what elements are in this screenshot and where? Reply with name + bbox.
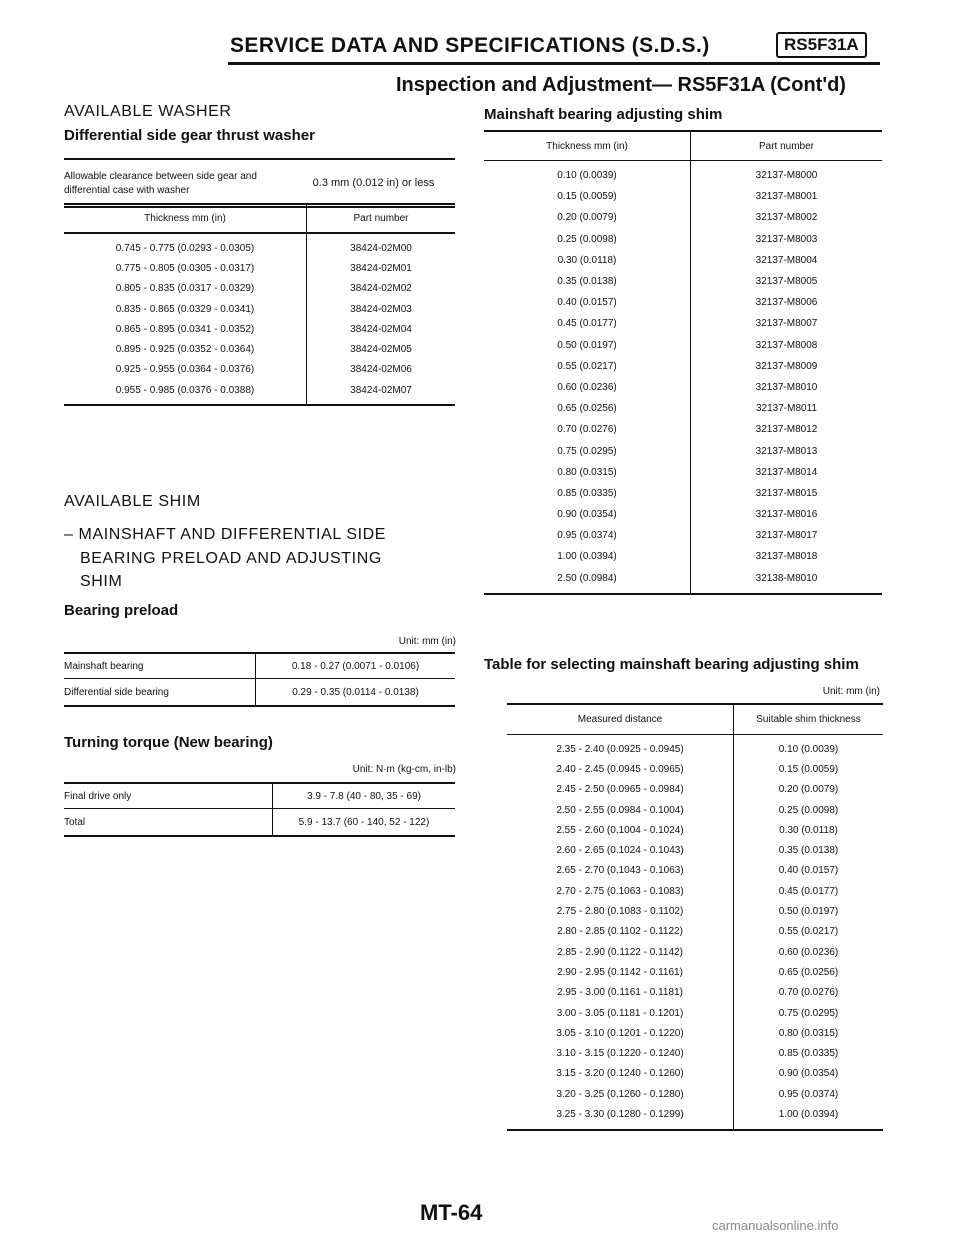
cell-part: 38424-02M03 bbox=[307, 299, 456, 319]
col-part-number: Part number bbox=[691, 131, 883, 161]
cell-shim: 0.25 (0.0098) bbox=[734, 800, 884, 820]
cell-measured: 2.75 - 2.80 (0.1083 - 0.1102) bbox=[556, 906, 684, 918]
cell-measured: 2.55 - 2.60 (0.1004 - 0.1024) bbox=[556, 824, 684, 836]
table-row bbox=[484, 462, 882, 483]
shim-subtitle-line1: – MAINSHAFT AND DIFFERENTIAL SIDE bbox=[64, 526, 387, 543]
torque-title: Turning torque (New bearing) bbox=[64, 734, 273, 751]
cell-shim: 0.50 (0.0197) bbox=[734, 901, 884, 921]
cell-part: 32137-M8001 bbox=[691, 186, 883, 207]
cell-thickness: 0.10 (0.0039) bbox=[557, 170, 617, 182]
table-row bbox=[507, 1043, 883, 1063]
table-row bbox=[484, 483, 882, 504]
watermark: carmanualsonline.info bbox=[712, 1218, 839, 1233]
selection-unit: Unit: mm (in) bbox=[822, 686, 880, 697]
table-row bbox=[507, 820, 883, 840]
cell-measured: 3.25 - 3.30 (0.1280 - 0.1299) bbox=[507, 1104, 734, 1129]
table-row bbox=[64, 360, 455, 380]
cell-thickness: 0.65 (0.0256) bbox=[557, 403, 617, 415]
table-row bbox=[507, 780, 883, 800]
cell-thickness: 0.805 - 0.835 (0.0317 - 0.0329) bbox=[115, 283, 255, 295]
cell-thickness: 0.85 (0.0335) bbox=[557, 487, 617, 499]
cell-measured: 2.45 - 2.50 (0.0965 - 0.0984) bbox=[556, 784, 684, 796]
table-row bbox=[484, 568, 882, 594]
shim-subtitle-line2: BEARING PRELOAD AND ADJUSTING bbox=[80, 550, 382, 567]
cell-measured: 2.65 - 2.70 (0.1043 - 0.1063) bbox=[556, 865, 684, 877]
preload-label: Differential side bearing bbox=[64, 679, 256, 707]
cell-part: 32137-M8009 bbox=[691, 356, 883, 377]
selection-rows bbox=[507, 735, 883, 1130]
cell-part: 32137-M8007 bbox=[691, 313, 883, 334]
table-row bbox=[64, 258, 455, 278]
cell-thickness: 0.745 - 0.775 (0.0293 - 0.0305) bbox=[115, 242, 255, 254]
cell-shim: 1.00 (0.0394) bbox=[734, 1104, 884, 1129]
cell-measured: 2.95 - 3.00 (0.1161 - 0.1181) bbox=[557, 987, 683, 999]
table-row bbox=[64, 809, 455, 837]
table-row bbox=[64, 783, 455, 809]
table-row bbox=[64, 299, 455, 319]
table-row bbox=[484, 335, 882, 356]
mainshaft-shim-rows bbox=[484, 161, 882, 594]
cell-thickness: 0.80 (0.0315) bbox=[557, 466, 617, 478]
header-rule bbox=[228, 62, 880, 65]
table-row bbox=[484, 292, 882, 313]
cell-part: 38424-02M00 bbox=[307, 233, 456, 258]
table-row bbox=[484, 250, 882, 271]
table-row bbox=[484, 440, 882, 461]
washer-rows bbox=[64, 233, 455, 405]
preload-table bbox=[64, 652, 455, 707]
cell-shim: 0.15 (0.0059) bbox=[734, 759, 884, 779]
cell-shim: 0.90 (0.0354) bbox=[734, 1064, 884, 1084]
col-measured-distance: Measured distance bbox=[507, 704, 734, 735]
cell-thickness: 0.895 - 0.925 (0.0352 - 0.0364) bbox=[115, 344, 255, 356]
cell-measured: 3.05 - 3.10 (0.1201 - 0.1220) bbox=[556, 1027, 684, 1039]
cell-part: 38424-02M04 bbox=[307, 319, 456, 339]
cell-part: 32137-M8004 bbox=[691, 250, 883, 271]
cell-part: 32137-M8010 bbox=[691, 377, 883, 398]
table-row bbox=[507, 840, 883, 860]
cell-part: 32137-M8002 bbox=[691, 207, 883, 228]
cell-measured: 3.20 - 3.25 (0.1260 - 0.1280) bbox=[556, 1088, 684, 1100]
table-header-row bbox=[64, 204, 455, 233]
table-row bbox=[484, 161, 882, 187]
cell-measured: 2.80 - 2.85 (0.1102 - 0.1122) bbox=[557, 926, 683, 938]
cell-measured: 2.70 - 2.75 (0.1063 - 0.1083) bbox=[556, 885, 684, 897]
col-suitable-shim: Suitable shim thickness bbox=[734, 704, 884, 735]
cell-shim: 0.85 (0.0335) bbox=[734, 1043, 884, 1063]
cell-shim: 0.80 (0.0315) bbox=[734, 1023, 884, 1043]
col-thickness: Thickness mm (in) bbox=[484, 131, 691, 161]
cell-measured: 3.00 - 3.05 (0.1181 - 0.1201) bbox=[556, 1007, 684, 1019]
table-row bbox=[64, 159, 455, 207]
torque-value: 5.9 - 13.7 (60 - 140, 52 - 122) bbox=[273, 809, 456, 837]
preload-title: Bearing preload bbox=[64, 602, 179, 619]
cell-part: 32137-M8016 bbox=[691, 504, 883, 525]
table-row bbox=[484, 313, 882, 334]
table-row bbox=[64, 233, 455, 258]
selection-title: Table for selecting mainshaft bearing adjusting shim bbox=[484, 656, 859, 673]
table-row bbox=[64, 279, 455, 299]
table-row bbox=[484, 377, 882, 398]
table-row bbox=[64, 653, 455, 679]
table-row bbox=[507, 1023, 883, 1043]
page-subtitle: Inspection and Adjustment— RS5F31A (Cont'd) bbox=[396, 74, 846, 96]
table-row bbox=[507, 942, 883, 962]
washer-thickness-table bbox=[64, 203, 455, 406]
cell-shim: 0.35 (0.0138) bbox=[734, 840, 884, 860]
cell-measured: 2.85 - 2.90 (0.1122 - 0.1142) bbox=[557, 946, 683, 958]
cell-thickness: 0.95 (0.0374) bbox=[557, 530, 617, 542]
page-number: MT-64 bbox=[420, 1200, 483, 1225]
table-row bbox=[507, 861, 883, 881]
cell-part: 32137-M8005 bbox=[691, 271, 883, 292]
col-part-number: Part number bbox=[307, 204, 456, 233]
table-row bbox=[507, 922, 883, 942]
table-row bbox=[484, 419, 882, 440]
cell-part: 32137-M8013 bbox=[691, 440, 883, 461]
cell-measured: 2.60 - 2.65 (0.1024 - 0.1043) bbox=[556, 845, 684, 857]
table-row bbox=[484, 525, 882, 546]
shim-subtitle-line3: SHIM bbox=[80, 573, 123, 590]
cell-part: 38424-02M01 bbox=[307, 258, 456, 278]
cell-thickness: 0.955 - 0.985 (0.0376 - 0.0388) bbox=[64, 380, 307, 405]
cell-part: 38424-02M05 bbox=[307, 339, 456, 359]
cell-part: 32137-M8000 bbox=[691, 161, 883, 187]
cell-thickness: 0.45 (0.0177) bbox=[557, 318, 617, 330]
cell-measured: 2.35 - 2.40 (0.0925 - 0.0945) bbox=[556, 743, 684, 755]
cell-part: 32137-M8014 bbox=[691, 462, 883, 483]
cell-thickness: 0.15 (0.0059) bbox=[557, 191, 617, 203]
cell-measured: 2.50 - 2.55 (0.0984 - 0.1004) bbox=[556, 804, 684, 816]
table-row bbox=[507, 800, 883, 820]
cell-part: 32137-M8003 bbox=[691, 229, 883, 250]
cell-part: 38424-02M02 bbox=[307, 279, 456, 299]
cell-thickness: 0.35 (0.0138) bbox=[557, 276, 617, 288]
model-code-badge: RS5F31A bbox=[776, 32, 867, 58]
cell-measured: 2.40 - 2.45 (0.0945 - 0.0965) bbox=[556, 763, 684, 775]
cell-part: 32137-M8018 bbox=[691, 546, 883, 567]
cell-thickness: 0.925 - 0.955 (0.0364 - 0.0376) bbox=[115, 364, 255, 376]
cell-part: 32137-M8008 bbox=[691, 335, 883, 356]
table-row bbox=[484, 229, 882, 250]
cell-thickness: 0.55 (0.0217) bbox=[557, 360, 617, 372]
cell-part: 32137-M8011 bbox=[691, 398, 883, 419]
preload-unit: Unit: mm (in) bbox=[398, 636, 456, 647]
table-row bbox=[507, 1003, 883, 1023]
cell-thickness: 0.775 - 0.805 (0.0305 - 0.0317) bbox=[115, 262, 255, 274]
washer-subtitle: Differential side gear thrust washer bbox=[64, 127, 315, 144]
cell-thickness: 1.00 (0.0394) bbox=[557, 551, 617, 563]
table-row bbox=[507, 1104, 883, 1129]
cell-part: 32137-M8017 bbox=[691, 525, 883, 546]
cell-thickness: 0.865 - 0.895 (0.0341 - 0.0352) bbox=[115, 323, 255, 335]
mainshaft-shim-table bbox=[484, 130, 882, 595]
cell-shim: 0.40 (0.0157) bbox=[734, 861, 884, 881]
table-row bbox=[484, 271, 882, 292]
cell-shim: 0.55 (0.0217) bbox=[734, 922, 884, 942]
cell-part: 32137-M8015 bbox=[691, 483, 883, 504]
cell-measured: 2.90 - 2.95 (0.1142 - 0.1161) bbox=[557, 966, 683, 978]
table-row bbox=[507, 962, 883, 982]
cell-shim: 0.30 (0.0118) bbox=[734, 820, 884, 840]
cell-shim: 0.75 (0.0295) bbox=[734, 1003, 884, 1023]
preload-label: Mainshaft bearing bbox=[64, 653, 256, 679]
table-row bbox=[64, 339, 455, 359]
torque-label: Total bbox=[64, 809, 273, 837]
table-row bbox=[507, 735, 883, 760]
table-row bbox=[484, 546, 882, 567]
table-header-row bbox=[484, 131, 882, 161]
preload-value: 0.18 - 0.27 (0.0071 - 0.0106) bbox=[256, 653, 456, 679]
table-row bbox=[507, 759, 883, 779]
clearance-label: Allowable clearance between side gear and differential case with washer bbox=[64, 159, 292, 207]
cell-measured: 3.15 - 3.20 (0.1240 - 0.1260) bbox=[556, 1068, 684, 1080]
cell-thickness: 0.50 (0.0197) bbox=[557, 339, 617, 351]
table-row bbox=[507, 901, 883, 921]
cell-part: 32137-M8012 bbox=[691, 419, 883, 440]
torque-table bbox=[64, 782, 455, 837]
cell-shim: 0.70 (0.0276) bbox=[734, 983, 884, 1003]
table-row bbox=[484, 356, 882, 377]
clearance-value: 0.3 mm (0.012 in) or less bbox=[292, 159, 455, 207]
cell-shim: 0.10 (0.0039) bbox=[734, 735, 884, 760]
table-row bbox=[507, 1084, 883, 1104]
table-row bbox=[64, 319, 455, 339]
table-row bbox=[484, 398, 882, 419]
selection-table bbox=[507, 703, 883, 1131]
table-row bbox=[64, 380, 455, 405]
torque-value: 3.9 - 7.8 (40 - 80, 35 - 69) bbox=[273, 783, 456, 809]
cell-shim: 0.65 (0.0256) bbox=[734, 962, 884, 982]
cell-thickness: 0.20 (0.0079) bbox=[557, 212, 617, 224]
cell-thickness: 0.60 (0.0236) bbox=[557, 381, 617, 393]
cell-thickness: 0.90 (0.0354) bbox=[557, 509, 617, 521]
cell-part: 32138-M8010 bbox=[691, 568, 883, 594]
table-row bbox=[64, 679, 455, 707]
table-row bbox=[507, 1064, 883, 1084]
preload-value: 0.29 - 0.35 (0.0114 - 0.0138) bbox=[256, 679, 456, 707]
cell-shim: 0.45 (0.0177) bbox=[734, 881, 884, 901]
cell-measured: 3.10 - 3.15 (0.1220 - 0.1240) bbox=[556, 1048, 684, 1060]
cell-part: 32137-M8006 bbox=[691, 292, 883, 313]
table-row bbox=[484, 504, 882, 525]
torque-label: Final drive only bbox=[64, 783, 273, 809]
cell-thickness: 2.50 (0.0984) bbox=[484, 568, 691, 594]
cell-thickness: 0.40 (0.0157) bbox=[557, 297, 617, 309]
torque-unit: Unit: N·m (kg-cm, in-lb) bbox=[352, 764, 456, 775]
col-thickness: Thickness mm (in) bbox=[64, 204, 307, 233]
cell-thickness: 0.70 (0.0276) bbox=[557, 424, 617, 436]
mainshaft-shim-title: Mainshaft bearing adjusting shim bbox=[484, 106, 723, 123]
page-header-title: SERVICE DATA AND SPECIFICATIONS (S.D.S.) bbox=[230, 34, 710, 57]
cell-shim: 0.60 (0.0236) bbox=[734, 942, 884, 962]
cell-thickness: 0.30 (0.0118) bbox=[557, 254, 617, 266]
washer-section-title: AVAILABLE WASHER bbox=[64, 103, 232, 120]
cell-thickness: 0.75 (0.0295) bbox=[557, 445, 617, 457]
cell-thickness: 0.835 - 0.865 (0.0329 - 0.0341) bbox=[115, 303, 255, 315]
cell-thickness: 0.25 (0.0098) bbox=[557, 233, 617, 245]
table-row bbox=[507, 983, 883, 1003]
table-row bbox=[507, 881, 883, 901]
table-row bbox=[484, 207, 882, 228]
washer-clearance-table bbox=[64, 158, 455, 208]
cell-part: 38424-02M07 bbox=[307, 380, 456, 405]
cell-part: 38424-02M06 bbox=[307, 360, 456, 380]
cell-shim: 0.20 (0.0079) bbox=[734, 780, 884, 800]
table-header-row bbox=[507, 704, 883, 735]
table-row bbox=[484, 186, 882, 207]
shim-section-title: AVAILABLE SHIM bbox=[64, 493, 201, 510]
cell-shim: 0.95 (0.0374) bbox=[734, 1084, 884, 1104]
